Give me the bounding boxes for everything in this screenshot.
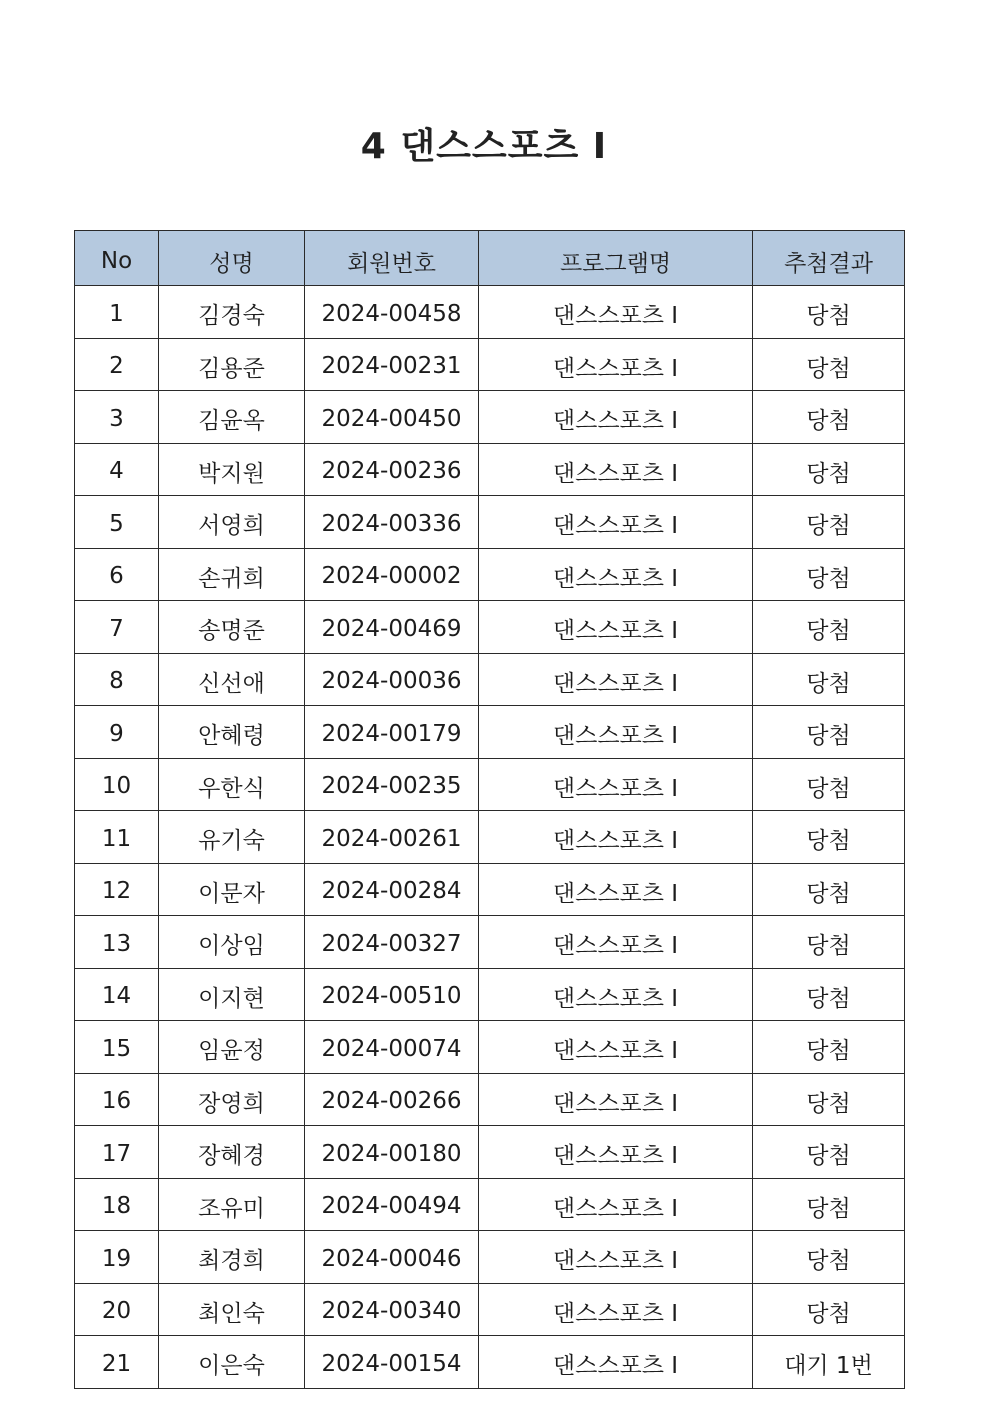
cell-member-id: 2024-00469: [305, 601, 479, 654]
cell-no: 13: [75, 916, 159, 969]
cell-result: 당첨: [753, 443, 905, 496]
cell-no: 2: [75, 338, 159, 391]
cell-result: 당첨: [753, 338, 905, 391]
table-row: [75, 443, 905, 496]
table-body: [75, 286, 905, 1389]
table-row: [75, 1336, 905, 1389]
cell-no: 10: [75, 758, 159, 811]
table-row: [75, 811, 905, 864]
cell-result: 대기 1번: [753, 1336, 905, 1389]
cell-name: 임윤정: [159, 1021, 305, 1074]
cell-result: 당첨: [753, 1231, 905, 1284]
header-result: 추첨결과: [753, 231, 905, 286]
cell-result: 당첨: [753, 1126, 905, 1179]
cell-member-id: 2024-00179: [305, 706, 479, 759]
cell-program: 댄스스포츠 I: [479, 601, 753, 654]
table-header-row: [75, 231, 905, 286]
table-row: [75, 1231, 905, 1284]
cell-program: 댄스스포츠 I: [479, 338, 753, 391]
table-row: [75, 391, 905, 444]
cell-program: 댄스스포츠 I: [479, 653, 753, 706]
table-row: [75, 1073, 905, 1126]
cell-member-id: 2024-00494: [305, 1178, 479, 1231]
cell-result: 당첨: [753, 1073, 905, 1126]
table-row: [75, 286, 905, 339]
cell-member-id: 2024-00261: [305, 811, 479, 864]
cell-name: 김용준: [159, 338, 305, 391]
cell-member-id: 2024-00458: [305, 286, 479, 339]
cell-program: 댄스스포츠 I: [479, 1336, 753, 1389]
table-row: [75, 548, 905, 601]
cell-member-id: 2024-00327: [305, 916, 479, 969]
cell-name: 김경숙: [159, 286, 305, 339]
cell-name: 송명준: [159, 601, 305, 654]
table-row: [75, 916, 905, 969]
table-row: [75, 338, 905, 391]
cell-no: 20: [75, 1283, 159, 1336]
cell-result: 당첨: [753, 548, 905, 601]
cell-no: 9: [75, 706, 159, 759]
table-row: [75, 1283, 905, 1336]
cell-name: 유기숙: [159, 811, 305, 864]
cell-program: 댄스스포츠 I: [479, 1178, 753, 1231]
cell-result: 당첨: [753, 601, 905, 654]
cell-no: 12: [75, 863, 159, 916]
cell-program: 댄스스포츠 I: [479, 1283, 753, 1336]
cell-no: 6: [75, 548, 159, 601]
cell-name: 이문자: [159, 863, 305, 916]
cell-result: 당첨: [753, 496, 905, 549]
cell-program: 댄스스포츠 I: [479, 968, 753, 1021]
table-row: [75, 601, 905, 654]
cell-no: 16: [75, 1073, 159, 1126]
table-row: [75, 1126, 905, 1179]
cell-no: 3: [75, 391, 159, 444]
cell-name: 신선애: [159, 653, 305, 706]
cell-name: 장영희: [159, 1073, 305, 1126]
cell-member-id: 2024-00236: [305, 443, 479, 496]
cell-result: 당첨: [753, 653, 905, 706]
cell-program: 댄스스포츠 I: [479, 548, 753, 601]
table-row: [75, 496, 905, 549]
cell-member-id: 2024-00180: [305, 1126, 479, 1179]
table-row: [75, 1021, 905, 1074]
cell-program: 댄스스포츠 I: [479, 391, 753, 444]
cell-result: 당첨: [753, 758, 905, 811]
cell-result: 당첨: [753, 811, 905, 864]
cell-name: 김윤옥: [159, 391, 305, 444]
cell-member-id: 2024-00510: [305, 968, 479, 1021]
cell-no: 18: [75, 1178, 159, 1231]
cell-program: 댄스스포츠 I: [479, 496, 753, 549]
cell-result: 당첨: [753, 391, 905, 444]
cell-member-id: 2024-00231: [305, 338, 479, 391]
cell-result: 당첨: [753, 1178, 905, 1231]
cell-result: 당첨: [753, 863, 905, 916]
cell-program: 댄스스포츠 I: [479, 1231, 753, 1284]
cell-name: 이은숙: [159, 1336, 305, 1389]
cell-name: 손귀희: [159, 548, 305, 601]
table-row: [75, 706, 905, 759]
cell-member-id: 2024-00266: [305, 1073, 479, 1126]
cell-member-id: 2024-00450: [305, 391, 479, 444]
cell-name: 조유미: [159, 1178, 305, 1231]
table-row: [75, 758, 905, 811]
cell-member-id: 2024-00074: [305, 1021, 479, 1074]
cell-name: 최경희: [159, 1231, 305, 1284]
cell-no: 17: [75, 1126, 159, 1179]
table-row: [75, 1178, 905, 1231]
page-title: 4 댄스스포츠 I: [360, 126, 608, 167]
cell-no: 14: [75, 968, 159, 1021]
cell-member-id: 2024-00336: [305, 496, 479, 549]
cell-program: 댄스스포츠 I: [479, 443, 753, 496]
cell-program: 댄스스포츠 I: [479, 1126, 753, 1179]
cell-no: 19: [75, 1231, 159, 1284]
cell-member-id: 2024-00284: [305, 863, 479, 916]
cell-result: 당첨: [753, 968, 905, 1021]
table-row: [75, 653, 905, 706]
cell-program: 댄스스포츠 I: [479, 758, 753, 811]
lottery-result-table: [74, 230, 905, 1389]
cell-member-id: 2024-00046: [305, 1231, 479, 1284]
cell-name: 서영희: [159, 496, 305, 549]
cell-result: 당첨: [753, 1283, 905, 1336]
cell-member-id: 2024-00002: [305, 548, 479, 601]
cell-member-id: 2024-00154: [305, 1336, 479, 1389]
cell-result: 당첨: [753, 916, 905, 969]
header-program: 프로그램명: [479, 231, 753, 286]
header-name: 성명: [159, 231, 305, 286]
table-row: [75, 863, 905, 916]
cell-program: 댄스스포츠 I: [479, 863, 753, 916]
cell-program: 댄스스포츠 I: [479, 811, 753, 864]
cell-member-id: 2024-00340: [305, 1283, 479, 1336]
cell-member-id: 2024-00036: [305, 653, 479, 706]
cell-no: 8: [75, 653, 159, 706]
cell-member-id: 2024-00235: [305, 758, 479, 811]
cell-name: 이지현: [159, 968, 305, 1021]
cell-result: 당첨: [753, 286, 905, 339]
cell-program: 댄스스포츠 I: [479, 286, 753, 339]
cell-no: 11: [75, 811, 159, 864]
cell-no: 5: [75, 496, 159, 549]
cell-name: 안혜령: [159, 706, 305, 759]
cell-result: 당첨: [753, 1021, 905, 1074]
cell-program: 댄스스포츠 I: [479, 1021, 753, 1074]
cell-name: 장혜경: [159, 1126, 305, 1179]
cell-program: 댄스스포츠 I: [479, 1073, 753, 1126]
cell-no: 1: [75, 286, 159, 339]
cell-name: 최인숙: [159, 1283, 305, 1336]
table-row: [75, 968, 905, 1021]
header-member-id: 회원번호: [305, 231, 479, 286]
cell-no: 7: [75, 601, 159, 654]
cell-program: 댄스스포츠 I: [479, 916, 753, 969]
cell-program: 댄스스포츠 I: [479, 706, 753, 759]
cell-name: 우한식: [159, 758, 305, 811]
cell-name: 이상임: [159, 916, 305, 969]
cell-result: 당첨: [753, 706, 905, 759]
header-no: No: [75, 231, 159, 286]
cell-name: 박지원: [159, 443, 305, 496]
cell-no: 15: [75, 1021, 159, 1074]
cell-no: 21: [75, 1336, 159, 1389]
cell-no: 4: [75, 443, 159, 496]
